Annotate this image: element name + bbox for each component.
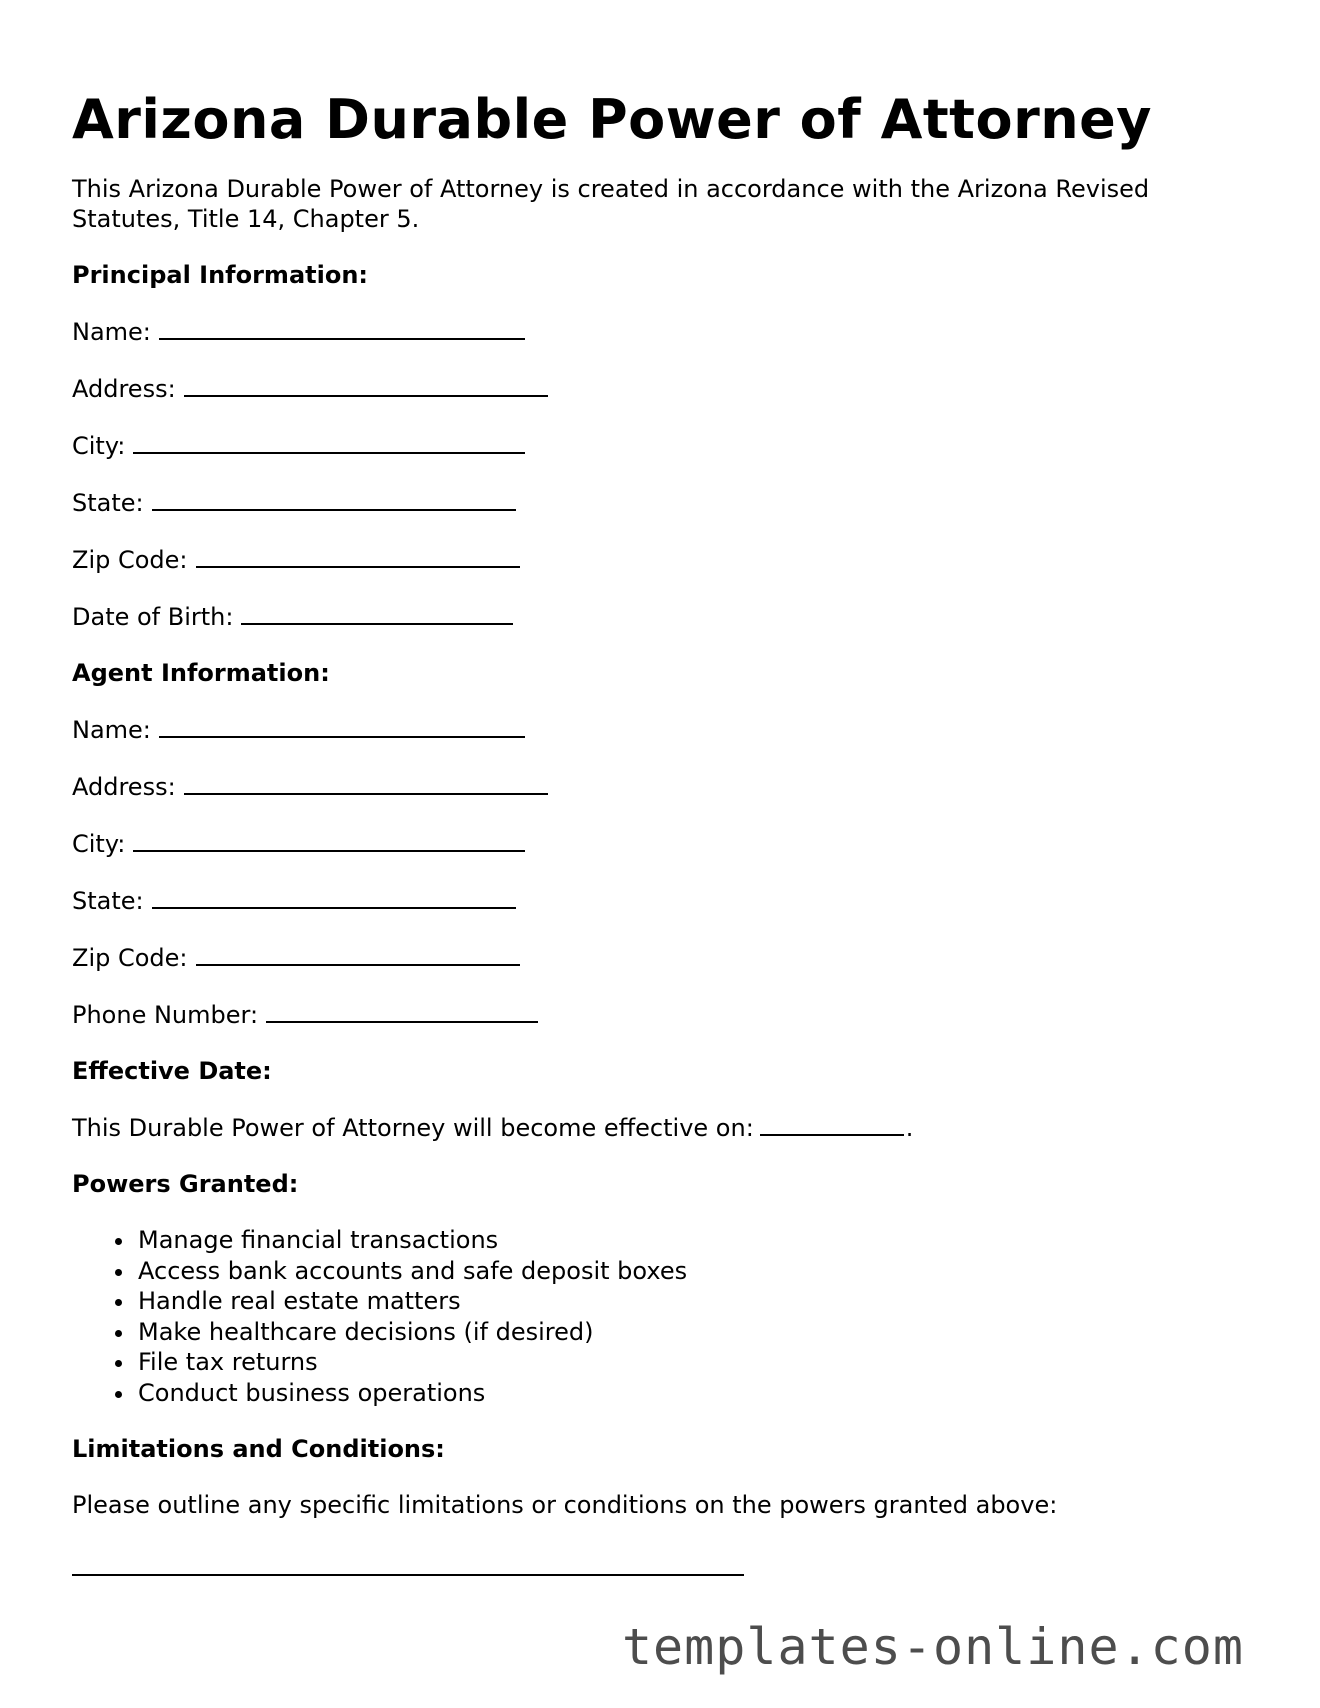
field-label: State: (72, 489, 144, 517)
field-label: City: (72, 830, 126, 858)
principal-zip-field (72, 544, 1252, 575)
agent-state-field (72, 885, 1252, 916)
agent-zip-field (72, 942, 1252, 973)
list-item: • File tax returns (136, 1347, 1252, 1378)
effective-text: This Durable Power of Attorney will become effective on: (72, 1114, 754, 1142)
blank-line (241, 601, 513, 625)
limitations-paragraph: Please outline any specific limitations or conditions on the powers granted above: (72, 1491, 1058, 1519)
blank-line (159, 316, 525, 340)
watermark-text: templates-online.com (621, 1618, 1244, 1676)
document-page (72, 84, 1252, 1576)
field-label: Name: (72, 318, 151, 346)
field-label: Zip Code: (72, 546, 188, 574)
agent-name-field (72, 714, 1252, 745)
list-item: • Make healthcare decisions (if desired) (136, 1317, 1252, 1348)
blank-line (152, 487, 516, 511)
field-label: Date of Birth: (72, 603, 234, 631)
blank-line (184, 373, 548, 397)
field-label: State: (72, 887, 144, 915)
powers-list (72, 1225, 1252, 1408)
blank-line (152, 885, 516, 909)
list-item: • Conduct business operations (136, 1378, 1252, 1409)
field-label: Address: (72, 773, 176, 801)
agent-city-field (72, 828, 1252, 859)
blank-line (133, 828, 525, 852)
principal-dob-field (72, 601, 1252, 632)
field-label: Zip Code: (72, 944, 188, 972)
blank-line (133, 430, 525, 454)
blank-line (196, 544, 520, 568)
field-label: Address: (72, 375, 176, 403)
field-label: Name: (72, 716, 151, 744)
blank-line (760, 1112, 904, 1136)
limitations-blank-line (72, 1572, 744, 1576)
blank-line (266, 999, 538, 1023)
list-item: • Access bank accounts and safe deposit boxes (136, 1256, 1252, 1287)
list-item: • Handle real estate matters (136, 1286, 1252, 1317)
principal-name-field (72, 316, 1252, 347)
limitations-heading: Limitations and Conditions: (72, 1435, 445, 1463)
principal-state-field (72, 487, 1252, 518)
field-label: Phone Number: (72, 1001, 259, 1029)
agent-address-field (72, 771, 1252, 802)
blank-line (184, 771, 548, 795)
list-item: • Manage financial transactions (136, 1225, 1252, 1256)
agent-phone-field (72, 999, 1252, 1030)
intro-paragraph: This Arizona Durable Power of Attorney is created in accordance with the Arizona Revised Statutes, Title 14, Chapter 5. (72, 175, 1150, 233)
powers-heading: Powers Granted: (72, 1170, 299, 1198)
agent-heading: Agent Information: (72, 659, 330, 687)
blank-line (159, 714, 525, 738)
blank-line (196, 942, 520, 966)
field-label: City: (72, 432, 126, 460)
effective-paragraph: This Durable Power of Attorney will become effective on: . (72, 1114, 914, 1142)
effective-heading: Effective Date: (72, 1057, 272, 1085)
principal-address-field (72, 373, 1252, 404)
principal-heading: Principal Information: (72, 261, 369, 289)
principal-city-field (72, 430, 1252, 461)
document-title: Arizona Durable Power of Attorney (72, 88, 1152, 151)
